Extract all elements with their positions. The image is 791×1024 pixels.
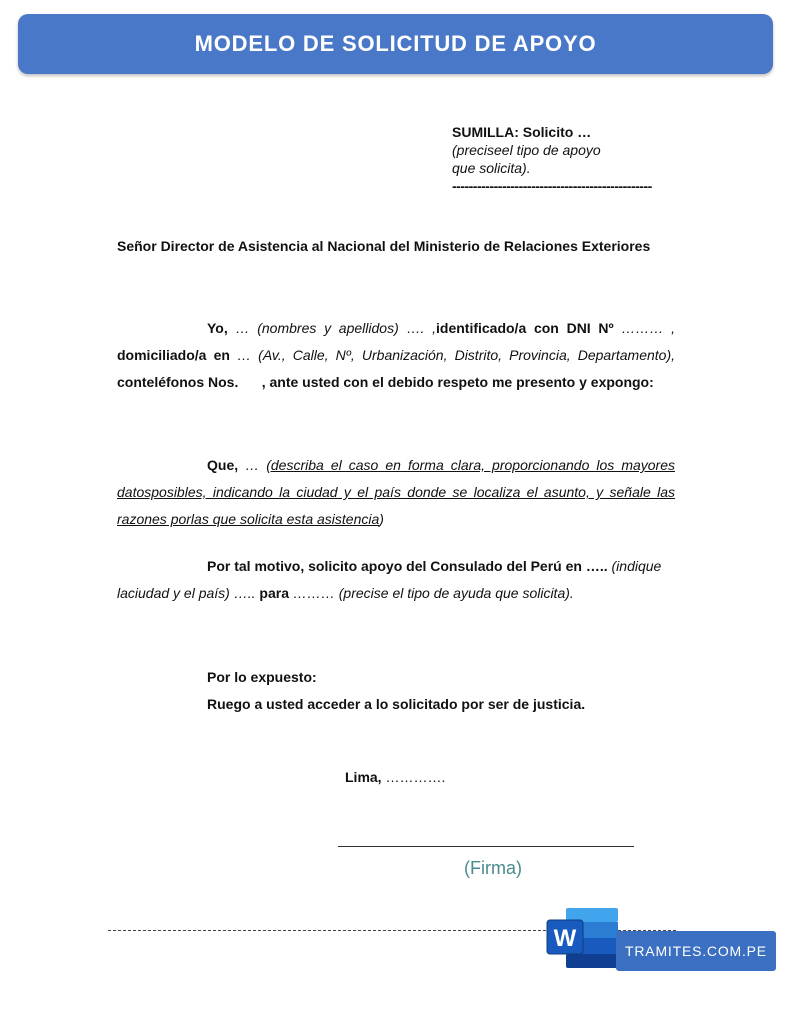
identificado-text: identificado/a con DNI Nº <box>436 320 614 336</box>
sumilla-block <box>452 123 682 195</box>
por-lo-expuesto: Por lo expuesto: <box>207 669 317 685</box>
address-placeholder: (Av., Calle, Nº, Urbanización, Distrito, Provincia, Departamento), <box>258 347 675 363</box>
lima-label: Lima, <box>345 769 382 785</box>
header-banner <box>18 14 773 74</box>
paragraph-case <box>117 452 675 533</box>
dots: … <box>227 320 258 336</box>
ruego-text: Ruego a usted acceder a lo solicitado por ser de justicia. <box>207 696 586 712</box>
presento-text: , ante usted con el debido respeto me presento y expongo: <box>261 374 654 390</box>
sumilla-dash-line: ------------------------------------------------ <box>452 178 652 194</box>
word-logo-letter: W <box>553 925 577 952</box>
ciudad-placeholder: (indique laciudad y el país) ….. <box>117 558 662 601</box>
place-date <box>345 769 445 785</box>
sumilla-line-1: (preciseel tipo de apoyo <box>452 142 601 158</box>
addressee: Señor Director de Asistencia al Nacional del Ministerio de Relaciones Exteriores <box>117 238 651 254</box>
domiciliado-text: domiciliado/a en <box>117 347 230 363</box>
brand-text: TRAMITES.COM.PE <box>625 943 767 959</box>
signature-line <box>338 846 634 847</box>
paragraph-identification <box>117 315 675 396</box>
para-text: para <box>259 585 289 601</box>
request-lead: Por tal motivo, solicito apoyo del Consulado del Perú en ….. <box>207 558 608 574</box>
yo-text: Yo, <box>207 320 228 336</box>
sumilla-label: SUMILLA: Solicito … <box>452 124 592 140</box>
que-text: Que, <box>207 457 239 473</box>
date-dots: …………. <box>381 769 446 785</box>
dots: … <box>229 347 259 363</box>
dots: …. , <box>398 320 436 336</box>
dots: … <box>238 457 267 473</box>
word-icon <box>546 906 620 970</box>
close-paren: ) <box>379 511 384 527</box>
nombres-placeholder: (nombres y apellidos) <box>257 320 399 336</box>
ayuda-placeholder: ……… (precise el tipo de ayuda que solicita). <box>292 585 574 601</box>
case-description-placeholder: (describa el caso en forma clara, proporcionando los mayores datosposibles, indicando la ciudad y el país donde se localiza el asunto, y señale las razones porlas que solicita esta asistencia <box>117 457 675 527</box>
signature-label: (Firma) <box>464 858 522 878</box>
brand-badge <box>616 931 776 971</box>
document-title: MODELO DE SOLICITUD DE APOYO <box>194 31 597 56</box>
telefonos-text: conteléfonos Nos. <box>117 374 239 390</box>
paragraph-request <box>117 553 675 607</box>
sumilla-line-2: que solicita). <box>452 160 531 176</box>
dni-dots: ……… , <box>613 320 676 336</box>
closing-block <box>117 664 675 718</box>
